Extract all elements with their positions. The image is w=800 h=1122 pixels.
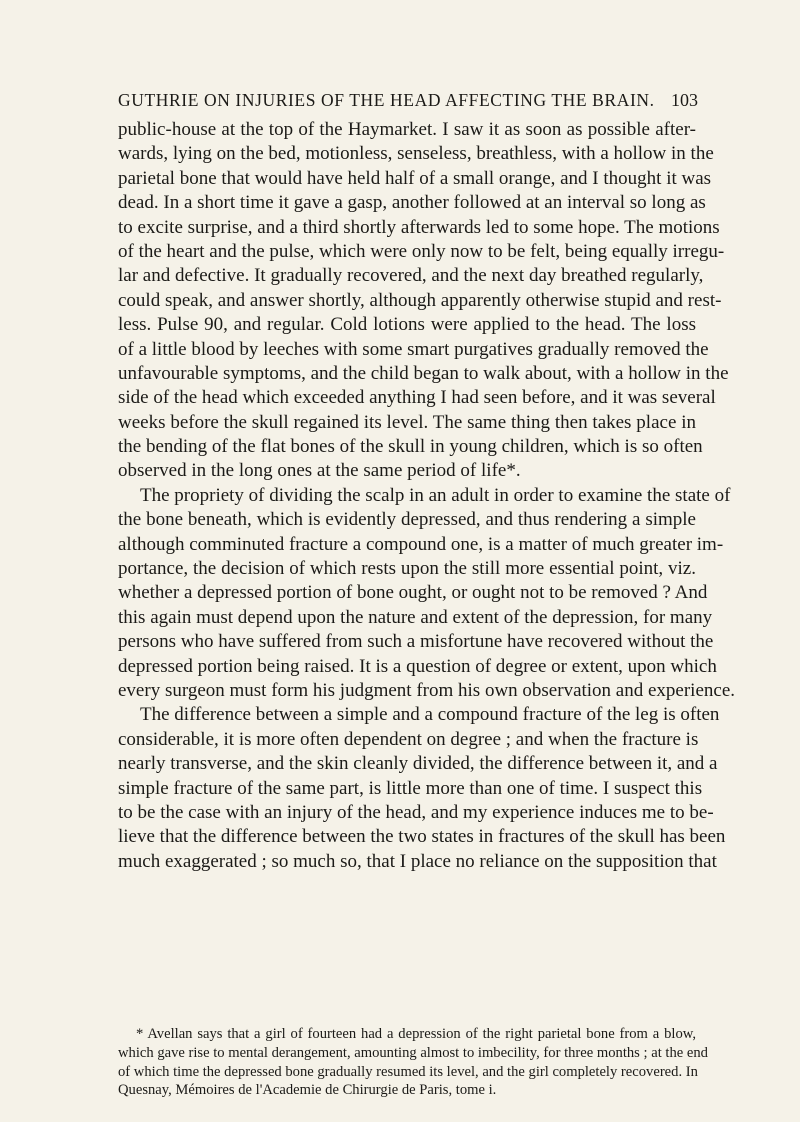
text-line: dead. In a short time it gave a gasp, another followed at an interval so long as <box>118 192 706 214</box>
text-line: simple fracture of the same part, is little more than one of time. I suspect this <box>118 777 703 799</box>
page-number: 103 <box>671 90 698 110</box>
text-line: side of the head which exceeded anything I had seen before, and it was several <box>118 387 716 409</box>
text-line: could speak, and answer shortly, although apparently otherwise stupid and rest- <box>118 289 722 311</box>
text-line: lieve that the difference between the two states in fractures of the skull has been <box>118 826 726 848</box>
footnote-line: * Avellan says that a girl of fourteen had a depression of the right parietal bone from a blow, <box>136 1026 696 1042</box>
text-line: persons who have suffered from such a misfortune have recovered without the <box>118 631 714 653</box>
text-line: much exaggerated ; so much so, that I place no reliance on the supposition that <box>118 850 717 872</box>
text-line: every surgeon must form his judgment from his own observation and experience. <box>118 679 736 701</box>
text-line: portance, the decision of which rests upon the still more essential point, viz. <box>118 558 696 580</box>
text-line: parietal bone that would have held half of a small orange, and I thought it was <box>118 167 712 189</box>
footnote-line: of which time the depressed bone gradually resumed its level, and the girl completely recovered. In <box>118 1063 698 1080</box>
text-line: The propriety of dividing the scalp in an adult in order to examine the state of <box>140 484 731 506</box>
running-head <box>118 90 698 111</box>
text-line: the bending of the flat bones of the skull in young children, which is so often <box>118 436 703 458</box>
text-line: to excite surprise, and a third shortly afterwards led to some hope. The motions <box>118 216 720 238</box>
text-line: lar and defective. It gradually recovered, and the next day breathed regularly, <box>118 265 704 287</box>
text-line: of a little blood by leeches with some smart purgatives gradually removed the <box>118 338 709 360</box>
text-line: of the heart and the pulse, which were only now to be felt, being equally irregu- <box>118 240 725 262</box>
text-line: depressed portion being raised. It is a question of degree or extent, upon which <box>118 655 717 677</box>
text-line: whether a depressed portion of bone ought, or ought not to be removed ? And <box>118 582 708 604</box>
text-line: nearly transverse, and the skin cleanly divided, the difference between it, and a <box>118 753 718 775</box>
text-line: less. Pulse 90, and regular. Cold lotions were applied to the head. The loss <box>118 314 696 336</box>
text-line: to be the case with an injury of the head, and my experience induces me to be- <box>118 801 714 823</box>
text-line: this again must depend upon the nature and extent of the depression, for many <box>118 606 713 628</box>
text-line: observed in the long ones at the same period of life*. <box>118 460 521 482</box>
running-title: GUTHRIE ON INJURIES OF THE HEAD AFFECTING THE BRAIN. <box>118 90 655 110</box>
text-line: considerable, it is more often dependent on degree ; and when the fracture is <box>118 728 699 750</box>
text-line: the bone beneath, which is evidently depressed, and thus rendering a simple <box>118 509 696 531</box>
text-line: unfavourable symptoms, and the child began to walk about, with a hollow in the <box>118 362 729 384</box>
text-line: public-house at the top of the Haymarket. I saw it as soon as possible after- <box>118 119 696 140</box>
footnote-line: Quesnay, Mémoires de l'Academie de Chirurgie de Paris, tome i. <box>118 1082 497 1099</box>
footnote-line: which gave rise to mental derangement, amounting almost to imbecility, for three months ; at the end <box>118 1044 708 1061</box>
footnote <box>118 1025 708 1100</box>
text-line: The difference between a simple and a compound fracture of the leg is often <box>140 704 720 726</box>
body-text <box>118 118 736 874</box>
text-line: weeks before the skull regained its level. The same thing then takes place in <box>118 411 696 433</box>
text-line: although comminuted fracture a compound one, is a matter of much greater im- <box>118 533 724 555</box>
text-line: wards, lying on the bed, motionless, senseless, breathless, with a hollow in the <box>118 143 714 165</box>
